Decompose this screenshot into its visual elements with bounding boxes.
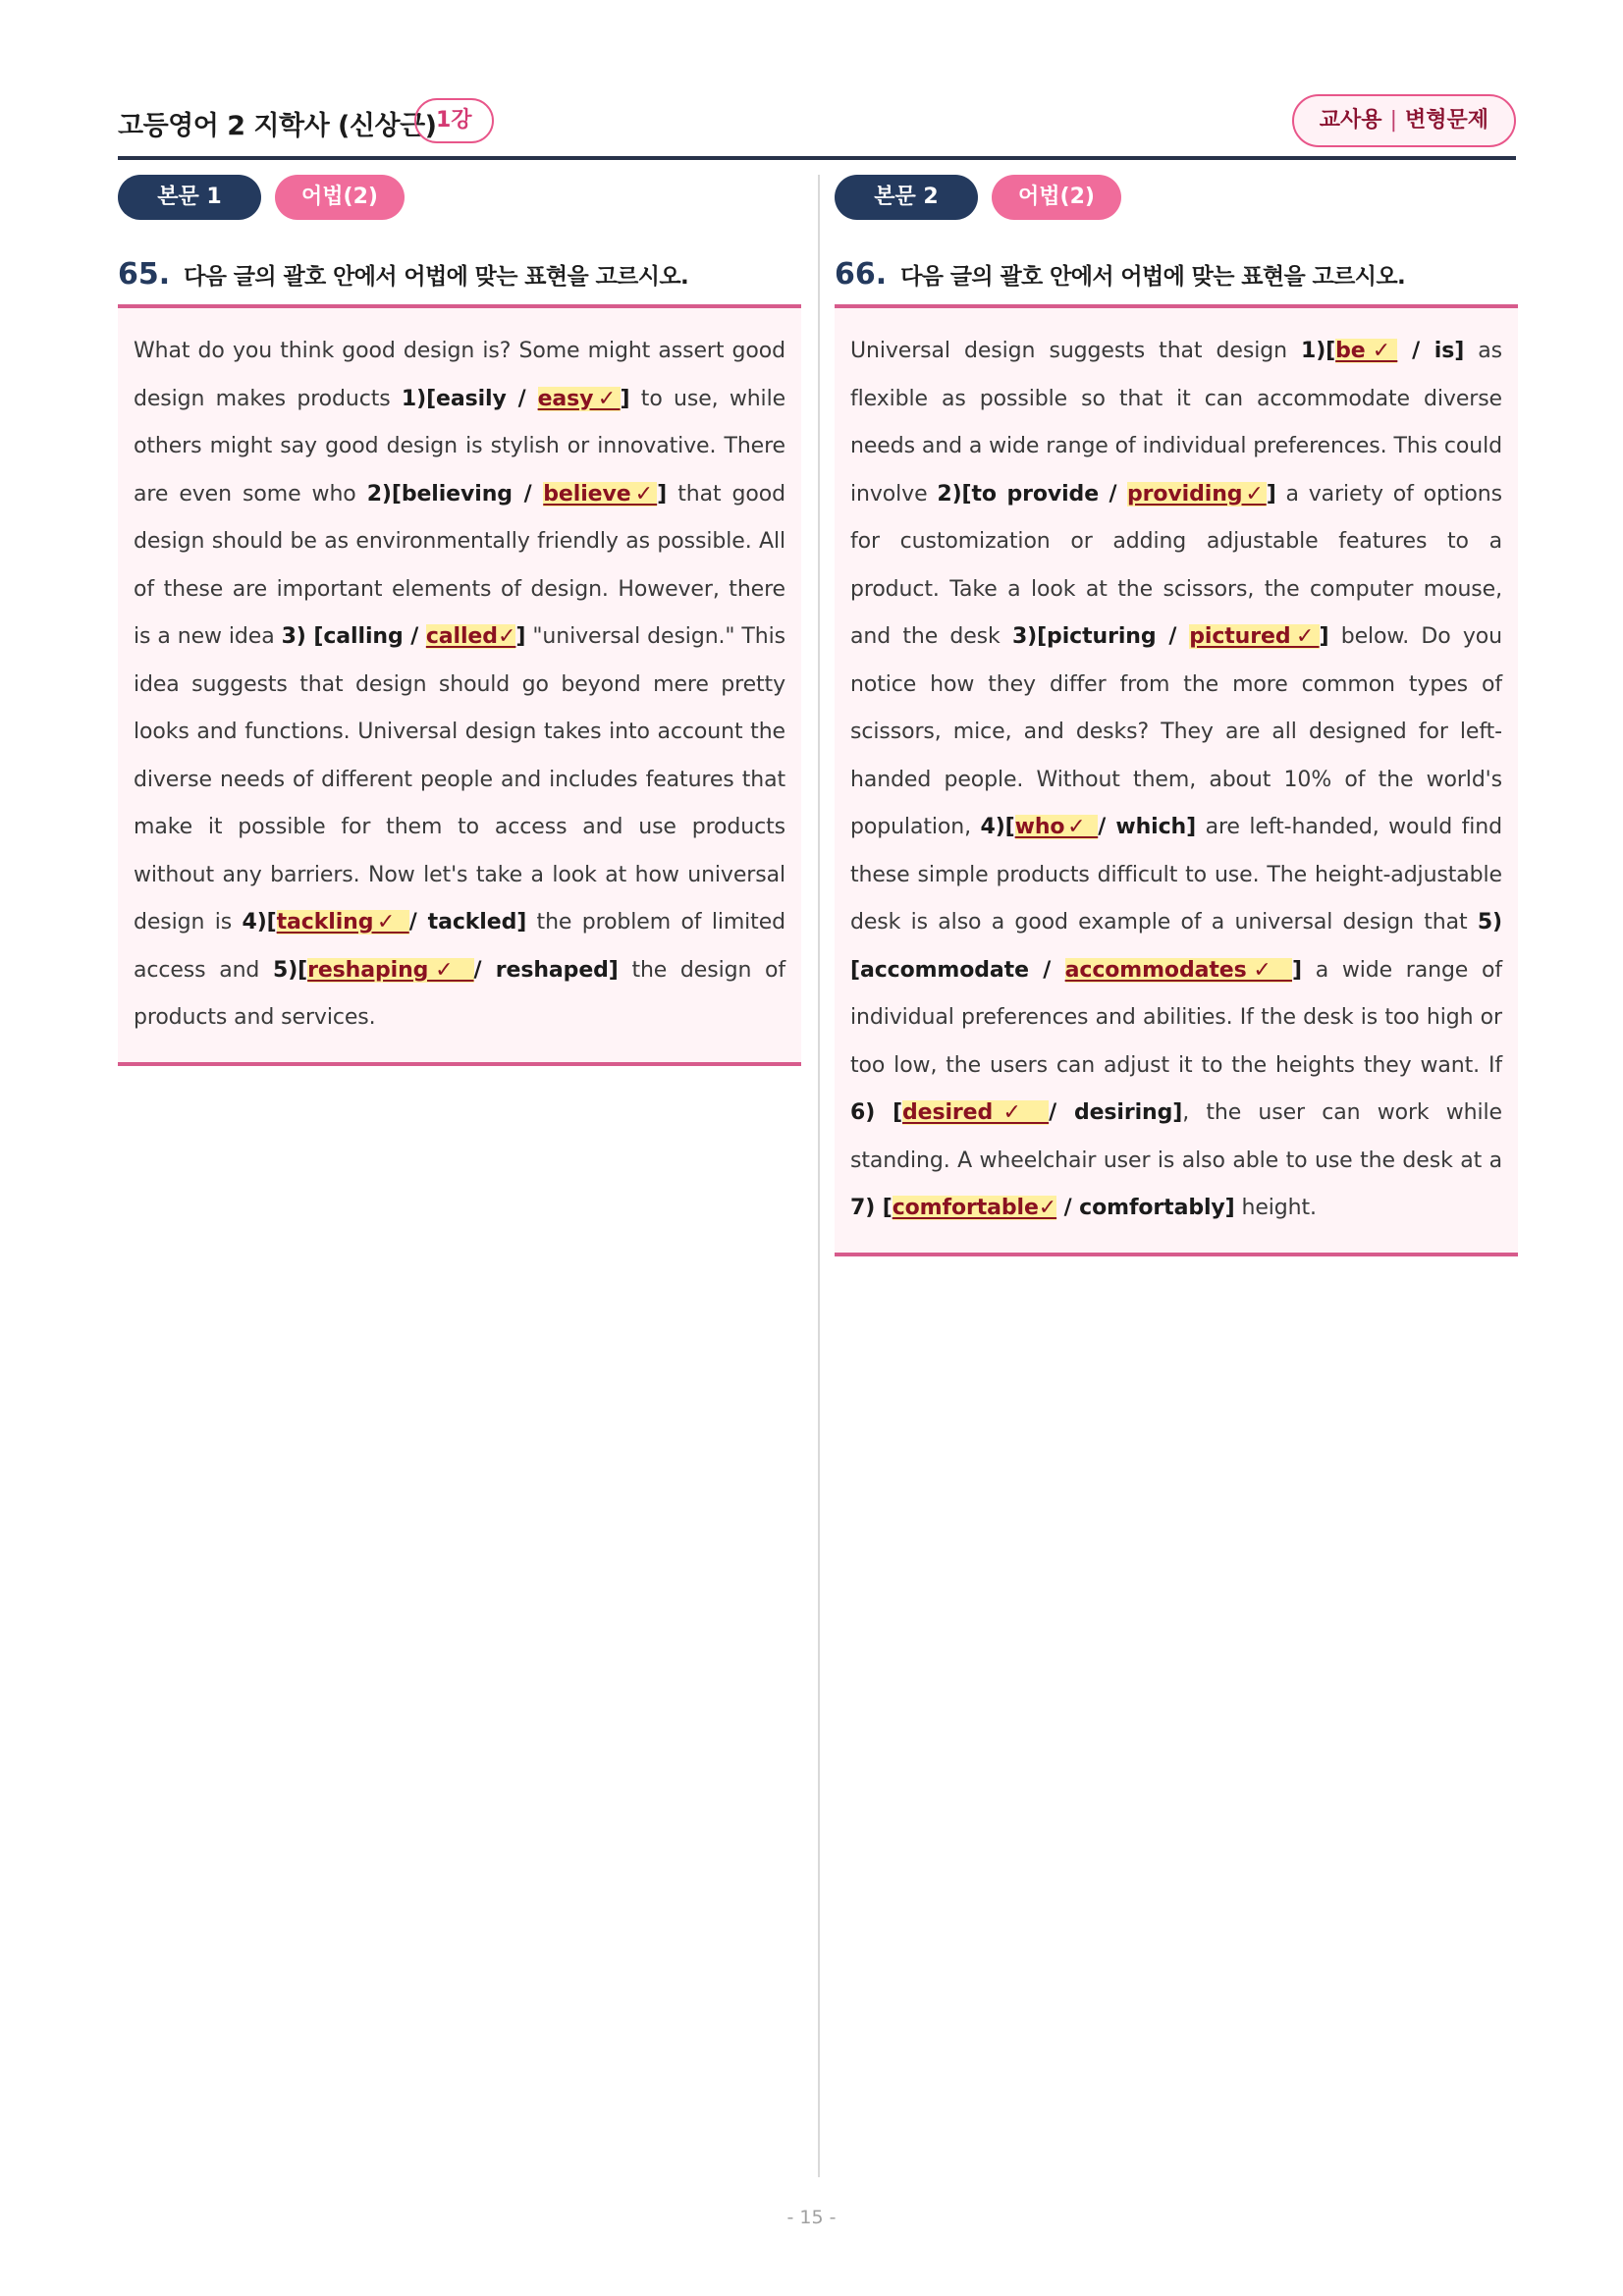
choice-bracket: ] [1292, 957, 1302, 983]
passage-segment: as flexible as possible so that it can accommodate diverse needs and a wide range of individual preferences. This could involve [850, 339, 1503, 507]
passage-segment: to use, while others might say good design is stylish or innovative. There are even some who [134, 386, 786, 507]
passage-tag: 본문 2 [835, 175, 978, 220]
choice-bracket: ] [620, 386, 630, 411]
page-number: - 15 - [786, 2207, 837, 2228]
passage-tag: 본문 1 [118, 175, 261, 220]
correct-answer: believe✓ [543, 481, 658, 507]
teacher-label: 교사용 [1319, 108, 1382, 133]
choice-bracket: ] [1266, 481, 1276, 507]
correct-answer: easy✓ [537, 386, 621, 411]
question-number: 65. [118, 257, 171, 292]
question-title [835, 257, 1518, 296]
passage-segment: a wide range of individual preferences and abilities. If the desk is too high or too low, the users can adjust it to the heights they want. If [850, 957, 1502, 1078]
choice-bracket: 6) [ [850, 1100, 903, 1125]
passage-segment: "universal design." This idea suggests that design should go beyond mere pretty looks and functions. Universal design takes into account the diverse needs of different people and includes features that make it possible for them to access and use products without any barriers. Now let's take a look at how universal design is [134, 624, 785, 934]
choice-bracket: / desiring] [1049, 1100, 1183, 1125]
passage-segment: What do you think good design is? Some might assert good design makes products [134, 339, 785, 411]
teacher-variant-badge [1292, 94, 1516, 147]
passage-segment: are left-handed, would find these simple products difficult to use. The height-adjustable desk is also a good example of a universal design that [850, 815, 1502, 934]
passage-segment: a variety of options for customization or adding adjustable features to a product. Take a look at the scissors, the computer mouse, and the desk [850, 481, 1502, 649]
choice-bracket: 2)[to provide / [937, 481, 1128, 507]
correct-answer: pictured✓ [1189, 624, 1320, 649]
choice-bracket: 2)[believing / [366, 481, 544, 507]
choice-bracket: / is] [1397, 339, 1465, 363]
choice-bracket: ] [657, 481, 668, 507]
passage-segment: below. Do you notice how they differ from the more common types of scissors, mice, and desks? They are all designed for left-handed people. Without them, about 10% of the world's population, [850, 624, 1502, 839]
choice-bracket: 1)[easily / [401, 386, 538, 411]
choice-bracket: 1)[ [1301, 339, 1336, 363]
choice-bracket: 4)[ [980, 815, 1015, 839]
column-divider [818, 175, 820, 2177]
passage-segment: the problem of limited access and [134, 910, 786, 983]
choice-bracket: / tackled] [408, 910, 527, 934]
passage-segment: that good design should be as environmentally friendly as possible. All of these are important elements of design. However, there is a new idea [134, 481, 785, 649]
passage-text [134, 328, 785, 1042]
choice-bracket: ] [1319, 624, 1329, 649]
variant-label: 변형문제 [1404, 108, 1488, 133]
choice-bracket: 7) [ [850, 1196, 893, 1220]
lesson-badge: 1강 [414, 98, 494, 143]
correct-answer: providing✓ [1127, 481, 1267, 507]
passage-segment: the design of products and services. [134, 957, 785, 1030]
passage-segment: height. [1234, 1196, 1317, 1220]
passage-segment: , the user can work while standing. A wheelchair user is also able to use the desk at a [850, 1100, 1502, 1173]
section-tags [835, 175, 1518, 222]
passage-text [850, 328, 1502, 1233]
question-column-2 [835, 175, 1518, 1256]
badge-separator: | [1389, 108, 1397, 133]
correct-answer: comfortable✓ [892, 1196, 1057, 1220]
question-instruction: 다음 글의 괄호 안에서 어법에 맞는 표현을 고르시오. [900, 264, 1406, 290]
choice-bracket: 5)[ [272, 957, 308, 983]
header-rule [118, 156, 1516, 160]
choice-bracket: 3) [calling / [281, 624, 426, 649]
choice-bracket: 3)[picturing / [1011, 624, 1190, 649]
correct-answer: be✓ [1335, 339, 1398, 363]
correct-answer: who✓ [1014, 815, 1099, 839]
correct-answer: tackling✓ [276, 910, 409, 934]
passage-box [835, 308, 1518, 1256]
book-title: 고등영어 2 지학사 (신상근) [118, 111, 437, 141]
choice-bracket: / which] [1098, 815, 1197, 839]
choice-bracket: 5)[accommodate / [850, 910, 1502, 983]
correct-answer: reshaping✓ [307, 957, 474, 983]
question-column-1 [118, 175, 801, 1066]
correct-answer: called✓ [425, 624, 516, 649]
choice-bracket: ] [515, 624, 526, 649]
passage-box [118, 308, 801, 1066]
section-tags [118, 175, 801, 222]
correct-answer: desired✓ [902, 1100, 1050, 1125]
choice-bracket: 4)[ [242, 910, 277, 934]
choice-bracket: / comfortably] [1056, 1196, 1235, 1220]
passage-segment: Universal design suggests that design [850, 339, 1302, 363]
question-number: 66. [835, 257, 888, 292]
choice-bracket: / reshaped] [473, 957, 619, 983]
page-header [118, 94, 1516, 159]
question-title [118, 257, 801, 296]
grammar-tag: 어법(2) [275, 175, 405, 220]
question-instruction: 다음 글의 괄호 안에서 어법에 맞는 표현을 고르시오. [184, 264, 689, 290]
correct-answer: accommodates✓ [1064, 957, 1292, 983]
grammar-tag: 어법(2) [992, 175, 1121, 220]
